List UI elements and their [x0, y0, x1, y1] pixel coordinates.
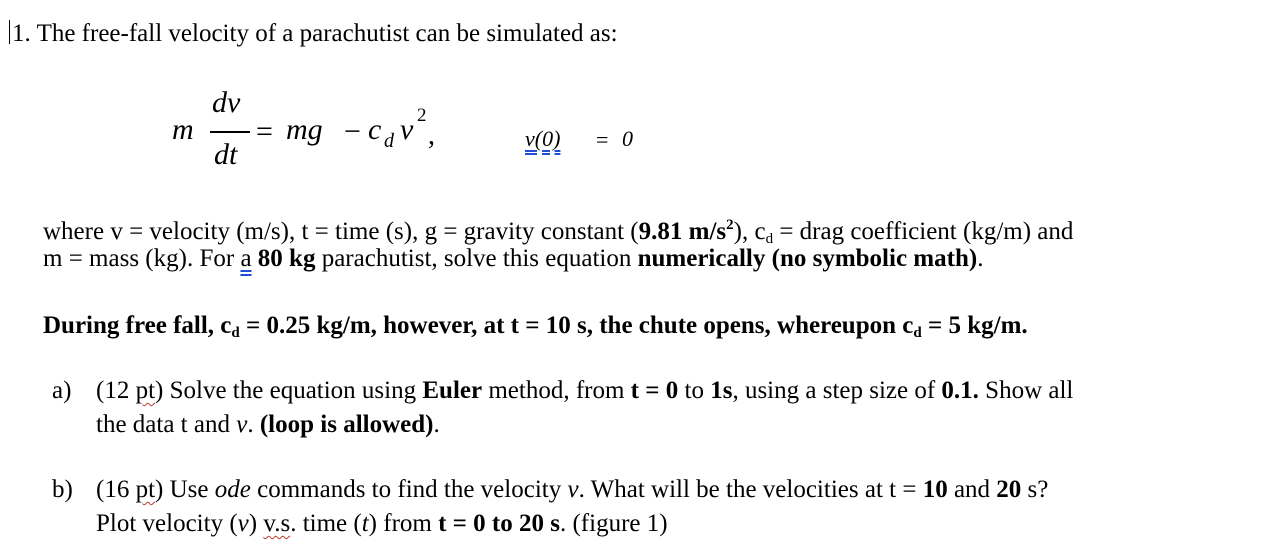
pt-word: pt: [135, 476, 156, 503]
eq-equals: =: [256, 115, 273, 148]
time-range: t = 0 to 20 s: [438, 510, 560, 537]
part-a-text: method, from: [482, 377, 631, 404]
part-a-text: .: [247, 411, 260, 438]
problem-heading: [12, 19, 618, 49]
cd-subscript: d: [913, 325, 922, 341]
part-b-text: s?: [1021, 476, 1049, 503]
ode-word: ode: [214, 476, 251, 503]
problem-number: 1.: [12, 20, 31, 47]
numerically-emphasis: numerically (no symbolic math): [637, 245, 978, 272]
initial-condition-var: v(0): [525, 126, 561, 151]
euler-emphasis: Euler: [422, 377, 483, 404]
definitions-text: parachutist, solve this equation: [315, 245, 638, 272]
v-variable: v: [236, 411, 248, 438]
definitions-text: where v = velocity (m/s), t = time (s), g = gravity constant (: [43, 218, 639, 245]
part-b-text: ): [248, 510, 264, 537]
part-a-text: .: [433, 411, 440, 438]
initial-condition-equals: =: [596, 127, 609, 152]
part-b-text: . What will be the velocities at t =: [578, 476, 923, 503]
eq-comma: ,: [428, 120, 435, 151]
part-b-text: and: [947, 476, 997, 503]
part-a-text: ) Solve the equation using: [155, 377, 423, 404]
t-variable: t: [361, 510, 369, 537]
drag-condition: [43, 311, 1028, 348]
definitions-text: m = mass (kg). For: [43, 245, 241, 272]
part-a-text: , using a step size of: [732, 377, 942, 404]
eq-dt: dt: [214, 138, 238, 171]
gravity-value: 9.81 m/s: [638, 218, 727, 245]
v-variable: v: [237, 510, 249, 537]
part-b-text: Plot velocity (: [96, 510, 238, 537]
definitions-text: = drag coefficient (kg/m) and: [773, 218, 1074, 245]
part-b-line-1: [96, 475, 1048, 505]
step-size: 0.1.: [941, 377, 979, 404]
cd-subscript: d: [765, 231, 774, 247]
eq-c-sub: d: [384, 130, 394, 152]
part-b-label: b): [52, 476, 73, 503]
part-b-text: ) Use: [155, 476, 215, 503]
part-a-text: to: [678, 377, 711, 404]
part-a-line-2: [96, 410, 440, 440]
part-a-text: the data t and: [96, 411, 237, 438]
gravity-exponent: 2: [726, 217, 734, 233]
problem-intro: The free-fall velocity of a parachutist can be simulated as:: [36, 20, 618, 47]
part-b-line-2: [96, 509, 668, 539]
condition-text: During free fall, c: [43, 312, 232, 339]
part-a-line-1: [96, 376, 1073, 406]
t-start: t = 0: [630, 377, 679, 404]
part-a-text: (12: [96, 377, 136, 404]
cd-subscript: d: [231, 325, 240, 341]
eq-minus: −: [344, 115, 361, 148]
fraction-bar: [210, 131, 250, 133]
part-b-text: . time (: [290, 510, 362, 537]
pt-word: pt: [135, 377, 156, 404]
eq-mg: mg: [286, 113, 323, 146]
text-cursor: [9, 20, 10, 44]
part-b-text: commands to find the velocity: [250, 476, 568, 503]
t-end: 1s: [710, 377, 733, 404]
part-b-text: ) from: [368, 510, 439, 537]
eq-c: c: [368, 113, 382, 146]
eq-dv: dv: [212, 86, 241, 119]
condition-text: = 5 kg/m.: [921, 312, 1028, 339]
part-b-text: (16: [96, 476, 136, 503]
eq-m: m: [172, 113, 194, 146]
eq-v: v: [400, 113, 414, 146]
initial-condition-value: 0: [622, 126, 633, 151]
definitions-text: .: [977, 245, 984, 272]
mass-value: 80 kg: [251, 245, 316, 272]
time-20: 20: [996, 476, 1022, 503]
part-b-text: . (figure 1): [559, 510, 668, 537]
part-a-label: a): [52, 377, 72, 404]
eq-v-exponent: 2: [417, 105, 427, 126]
loop-allowed: (loop is allowed): [259, 411, 434, 438]
part-a-text: Show all: [978, 377, 1074, 404]
time-10: 10: [922, 476, 948, 503]
condition-text: = 0.25 kg/m, however, at t = 10 s, the chute opens, whereupon c: [239, 312, 914, 339]
definitions-line-2: [43, 244, 983, 274]
definitions-text: ), c: [733, 218, 766, 245]
v-variable: v: [567, 476, 579, 503]
word-a: a: [240, 245, 252, 272]
vs-word: v.s: [263, 510, 291, 537]
